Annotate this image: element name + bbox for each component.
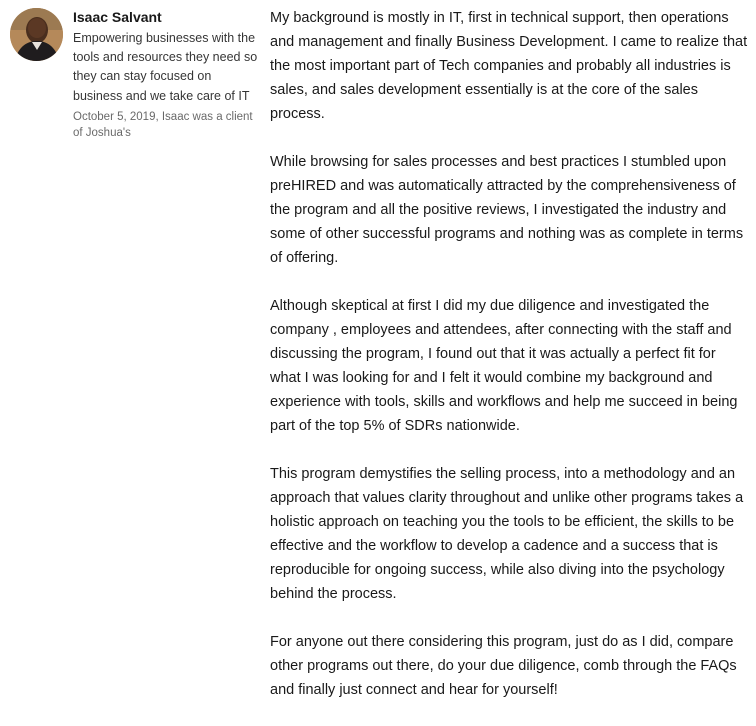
author-headline: Empowering businesses with the tools and resources they need so they can stay focused on business and we take care of IT bbox=[73, 31, 258, 103]
avatar-photo-icon bbox=[10, 8, 63, 61]
recommendation-text bbox=[270, 6, 750, 726]
recommendation-paragraph: For anyone out there considering this program, just do as I did, compare other programs out there, do your due diligence, comb through the FAQs and finally just connect and hear for yourself! bbox=[270, 634, 737, 698]
avatar[interactable] bbox=[10, 8, 63, 61]
recommendation-paragraph: My background is mostly in IT, first in technical support, then operations and management and finally Business Development. I came to realize that the most important part of Tech companies and probably all industries is sales, and sales development essentially is at the core of the sales process. bbox=[270, 10, 748, 122]
recommendation-date-relationship: October 5, 2019, Isaac was a client of Joshua's bbox=[73, 110, 253, 139]
author-info bbox=[73, 8, 263, 141]
recommendation-paragraph: While browsing for sales processes and best practices I stumbled upon preHIRED and was automatically attracted by the comprehensiveness of the program and all the positive reviews, I investigated the industry and some of other successful programs and nothing was as complete in terms of offering. bbox=[270, 154, 744, 266]
author-name-link[interactable]: Isaac Salvant bbox=[73, 9, 162, 25]
recommendation-paragraph: This program demystifies the selling process, into a methodology and an approach that values clarity throughout and unlike other programs takes a holistic approach on teaching you the tools to be efficient, the skills to be effective and the workflow to develop a cadence and a success that is reproducible for ongoing success, while also diving into the psychology behind the process. bbox=[270, 466, 744, 602]
recommendation-paragraph: Although skeptical at first I did my due diligence and investigated the company , employees and attendees, after connecting with the staff and discussing the program, I found out that it was actually a perfect fit for what I was looking for and I felt it would combine my background and experience with tools, skills and workflows and help me succeed in being part of the top 5% of SDRs nationwide. bbox=[270, 298, 738, 434]
